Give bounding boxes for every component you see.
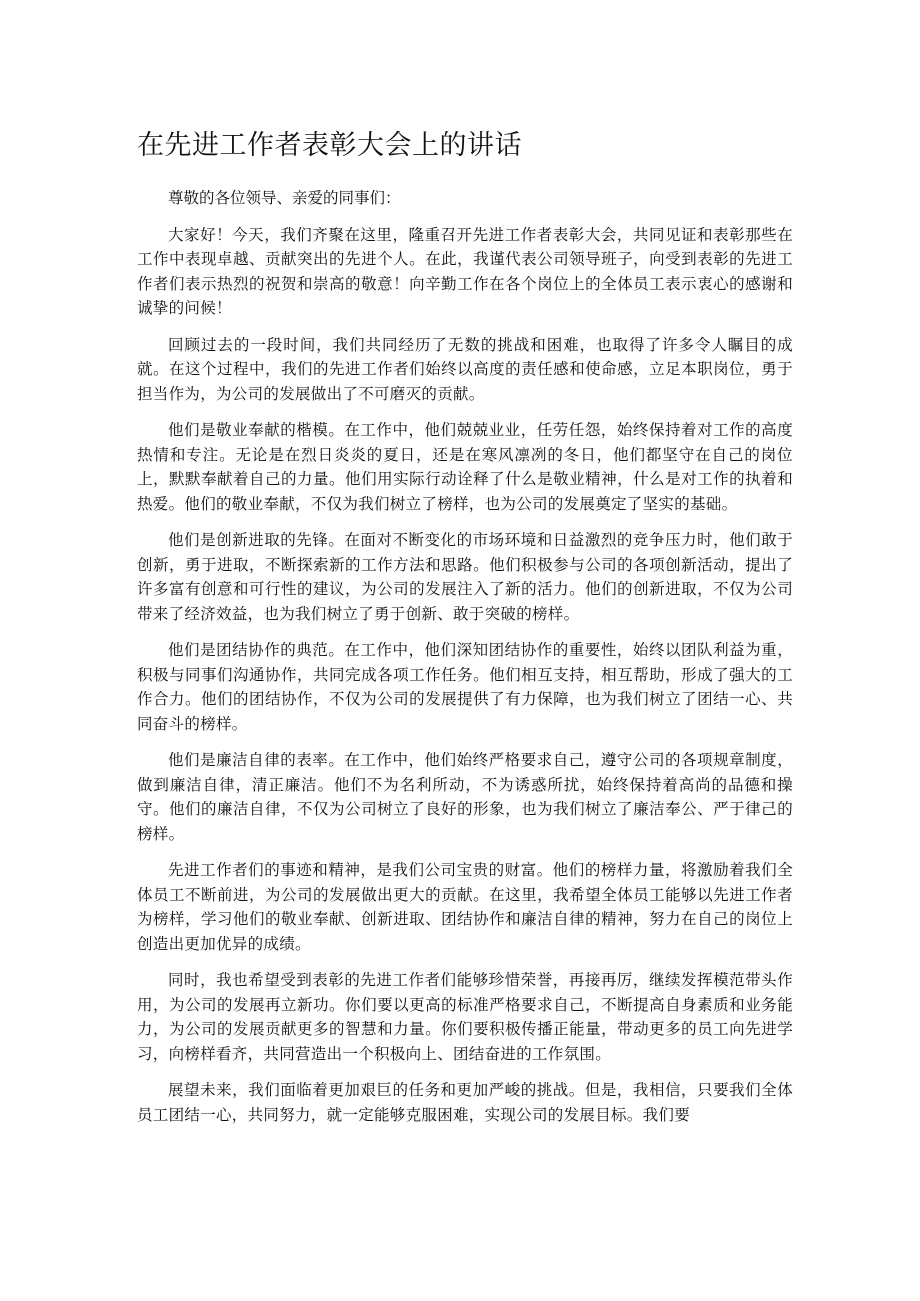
paragraph-2: 回顾过去的一段时间，我们共同经历了无数的挑战和困难，也取得了许多令人瞩目的成就。在这个过程中，我们的先进工作者们始终以高度的责任感和使命感，立足本职岗位，勇于担当作为，为公司的发展做出了不可磨灭的贡献。 (137, 335, 793, 403)
document-page (137, 128, 793, 1139)
paragraph-6: 他们是廉洁自律的表率。在工作中，他们始终严格要求自己，遵守公司的各项规章制度，做到廉洁自律，清正廉洁。他们不为名利所动，不为诱惑所扰，始终保持着高尚的品德和操守。他们的廉洁自律，不仅为公司树立了良好的形象，也为我们树立了廉洁奉公、严于律己的榜样。 (137, 751, 793, 843)
document-title: 在先进工作者表彰大会上的讲话 (137, 130, 522, 161)
greeting: 尊敬的各位领导、亲爱的同事们： (168, 189, 401, 207)
paragraph-9: 展望未来，我们面临着更加艰巨的任务和更加严峻的挑战。但是，我相信，只要我们全体员工团结一心，共同努力，就一定能够克服困难，实现公司的发展目标。我们要 (137, 1081, 793, 1124)
paragraph-1: 大家好！今天，我们齐聚在这里，隆重召开先进工作者表彰大会，共同见证和表彰那些在工作中表现卓越、贡献突出的先进个人。在此，我谨代表公司领导班子，向受到表彰的先进工作者们表示热烈的祝贺和崇高的敬意！向辛勤工作在各个岗位上的全体员工表示衷心的感谢和诚挚的问候！ (137, 225, 793, 317)
paragraph-7: 先进工作者们的事迹和精神，是我们公司宝贵的财富。他们的榜样力量，将激励着我们全体员工不断前进，为公司的发展做出更大的贡献。在这里，我希望全体员工能够以先进工作者为榜样，学习他们的敬业奉献、创新进取、团结协作和廉洁自律的精神，努力在自己的岗位上创造出更加优异的成绩。 (137, 861, 793, 953)
paragraph-4: 他们是创新进取的先锋。在面对不断变化的市场环境和日益激烈的竞争压力时，他们敢于创新，勇于进取，不断探索新的工作方法和思路。他们积极参与公司的各项创新活动，提出了许多富有创意和可行性的建议，为公司的发展注入了新的活力。他们的创新进取，不仅为公司带来了经济效益，也为我们树立了勇于创新、敢于突破的榜样。 (137, 531, 793, 623)
paragraph-5: 他们是团结协作的典范。在工作中，他们深知团结协作的重要性，始终以团队利益为重，积极与同事们沟通协作，共同完成各项工作任务。他们相互支持，相互帮助，形成了强大的工作合力。他们的团结协作，不仅为公司的发展提供了有力保障，也为我们树立了团结一心、共同奋斗的榜样。 (137, 641, 793, 733)
paragraph-8: 同时，我也希望受到表彰的先进工作者们能够珍惜荣誉，再接再厉，继续发挥模范带头作用，为公司的发展再立新功。你们要以更高的标准严格要求自己，不断提高自身素质和业务能力，为公司的发展贡献更多的智慧和力量。你们要积极传播正能量，带动更多的员工向先进学习，向榜样看齐，共同营造出一个积极向上、团结奋进的工作氛围。 (137, 971, 793, 1063)
paragraph-3: 他们是敬业奉献的楷模。在工作中，他们兢兢业业，任劳任怨，始终保持着对工作的高度热情和专注。无论是在烈日炎炎的夏日，还是在寒风凛冽的冬日，他们都坚守在自己的岗位上，默默奉献着自己的力量。他们用实际行动诠释了什么是敬业精神，什么是对工作的执着和热爱。他们的敬业奉献，不仅为我们树立了榜样，也为公司的发展奠定了坚实的基础。 (137, 421, 793, 513)
